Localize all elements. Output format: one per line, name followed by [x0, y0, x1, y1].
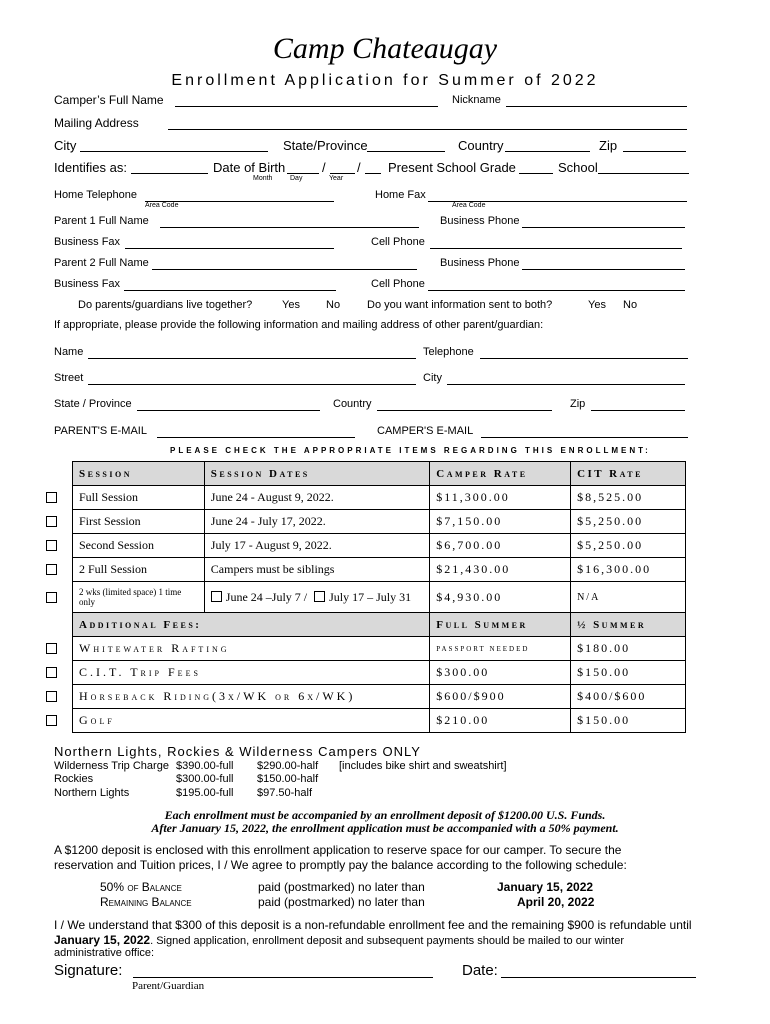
- other-city-field[interactable]: [447, 384, 685, 385]
- two-week-opt1: June 24 –July 7 /: [225, 589, 308, 604]
- nonrefund-line-3: administrative office:: [54, 947, 155, 959]
- header-session-dates: Session Dates: [204, 462, 429, 486]
- camper-rate: $11,300.00: [430, 486, 571, 510]
- street-label: Street: [54, 372, 84, 384]
- table-row: [73, 709, 686, 733]
- table-row: [73, 661, 686, 685]
- camper-rate: $4,930.00: [430, 582, 571, 613]
- fee-name: Whitewater Rafting: [73, 637, 430, 661]
- two-week-opt2: July 17 – July 31: [329, 589, 412, 604]
- area-code-caption-2: Area Code: [452, 202, 486, 209]
- parents-email-field[interactable]: [157, 437, 355, 438]
- northern-row-half: $150.00-half: [257, 773, 319, 785]
- table-row: [73, 486, 686, 510]
- info-both-yes[interactable]: Yes: [588, 299, 606, 311]
- identifies-field[interactable]: [131, 173, 208, 174]
- school-field[interactable]: [598, 173, 689, 174]
- date-field[interactable]: [501, 977, 696, 978]
- other-zip-label: Zip: [570, 398, 586, 410]
- info-both-no[interactable]: No: [623, 299, 638, 311]
- checkbox-full-session[interactable]: [46, 492, 57, 503]
- country-field[interactable]: [505, 151, 590, 152]
- northern-row-note: [includes bike shirt and sweatshirt]: [339, 760, 507, 772]
- parent1-name-label: Parent 1 Full Name: [54, 215, 149, 227]
- parent2-name-label: Parent 2 Full Name: [54, 257, 149, 269]
- signature-field[interactable]: [133, 977, 433, 978]
- northern-row-full: $195.00-full: [176, 787, 234, 799]
- session-name: 2 wks (limited space) 1 time only: [73, 582, 205, 613]
- cell-phone-1-field[interactable]: [430, 248, 682, 249]
- city-field[interactable]: [80, 151, 268, 152]
- fee-half: $400/$600: [571, 685, 686, 709]
- country-label: Country: [458, 138, 504, 153]
- table-row: [73, 637, 686, 661]
- info-both-label: Do you want information sent to both?: [367, 299, 553, 311]
- cit-rate: $5,250.00: [571, 510, 686, 534]
- session-dates: June 24 - July 17, 2022.: [204, 510, 429, 534]
- business-fax-1-label: Business Fax: [54, 236, 121, 248]
- nonrefund-line-1: I / We understand that $300 of this deposit is a non-refundable enrollment fee and the remaining $900 is refundable until: [54, 918, 692, 932]
- schedule-date: January 15, 2022: [497, 880, 594, 894]
- header-session: Session: [73, 462, 205, 486]
- checkbox-whitewater[interactable]: [46, 643, 57, 654]
- checkbox-cit-trip[interactable]: [46, 667, 57, 678]
- schedule-label: Remaining Balance: [100, 895, 192, 909]
- northern-row-name: Northern Lights: [54, 787, 130, 799]
- camper-name-field[interactable]: [175, 106, 438, 107]
- cell-phone-2-field[interactable]: [428, 290, 685, 291]
- campers-email-label: CAMPER'S E-MAIL: [377, 425, 474, 437]
- checkbox-first-session[interactable]: [46, 516, 57, 527]
- northern-row-half: $97.50-half: [257, 787, 313, 799]
- schedule-date: April 20, 2022: [517, 895, 595, 909]
- other-telephone-field[interactable]: [480, 358, 688, 359]
- header-cit-rate: CIT Rate: [571, 462, 686, 486]
- school-label: School: [558, 160, 598, 175]
- session-dates: June 24 - August 9, 2022.: [204, 486, 429, 510]
- session-dates-options: [204, 582, 429, 613]
- checkbox-second-session[interactable]: [46, 540, 57, 551]
- state-label: State/Province: [283, 138, 368, 153]
- fee-full: $600/$900: [430, 685, 571, 709]
- page-title: Camp Chateaugay: [272, 32, 498, 65]
- fee-name: Golf: [73, 709, 430, 733]
- grade-field[interactable]: [519, 173, 553, 174]
- checkbox-2-full-session[interactable]: [46, 564, 57, 575]
- checkbox-golf[interactable]: [46, 715, 57, 726]
- business-fax-2-field[interactable]: [124, 290, 336, 291]
- parent-guardian-caption: Parent/Guardian: [132, 980, 205, 992]
- zip-label: Zip: [599, 138, 618, 153]
- header-half-summer: ½ Summer: [571, 613, 686, 637]
- business-phone-1-field[interactable]: [522, 227, 685, 228]
- fee-half: $180.00: [571, 637, 686, 661]
- identifies-label: Identifies as:: [54, 160, 127, 175]
- header-additional-fees: Additional Fees:: [73, 613, 430, 637]
- mailing-address-label: Mailing Address: [54, 116, 139, 130]
- fee-name: C.I.T. Trip Fees: [73, 661, 430, 685]
- other-zip-field[interactable]: [591, 410, 685, 411]
- cell-phone-2-label: Cell Phone: [371, 278, 425, 290]
- if-appropriate-text: If appropriate, please provide the following information and mailing address of other parent/guardian:: [54, 319, 544, 331]
- page-subtitle: Enrollment Application for Summer of 2022: [171, 72, 599, 89]
- check-note: PLEASE CHECK THE APPROPRIATE ITEMS REGARDING THIS ENROLLMENT:: [170, 446, 651, 455]
- nickname-field[interactable]: [506, 106, 687, 107]
- mailing-address-field[interactable]: [168, 129, 687, 130]
- northern-row-name: Wilderness Trip Charge: [54, 760, 169, 772]
- street-field[interactable]: [88, 384, 416, 385]
- deposit-note-1: Each enrollment must be accompanied by an enrollment deposit of $1200.00 U.S. Funds.: [164, 808, 606, 822]
- deposit-paragraph-line-2: reservation and Tuition prices, I / We agree to promptly pay the balance according to the following schedule:: [54, 858, 627, 872]
- other-name-field[interactable]: [88, 358, 416, 359]
- business-phone-1-label: Business Phone: [440, 215, 520, 227]
- session-name: Full Session: [73, 486, 205, 510]
- parent1-name-field[interactable]: [160, 227, 419, 228]
- checkbox-2-wks[interactable]: [46, 592, 57, 603]
- fee-name: Horseback Riding(3x/WK or 6x/WK): [73, 685, 430, 709]
- schedule-text: paid (postmarked) no later than: [258, 895, 425, 909]
- dob-slash-2: /: [357, 160, 361, 175]
- dob-month-field[interactable]: [287, 173, 319, 174]
- area-code-caption-1: Area Code: [145, 202, 179, 209]
- header-camper-rate: Camper Rate: [430, 462, 571, 486]
- northern-row-name: Rockies: [54, 773, 94, 785]
- camper-rate: $6,700.00: [430, 534, 571, 558]
- business-phone-2-field[interactable]: [522, 269, 685, 270]
- parents-email-label: PARENT'S E-MAIL: [54, 425, 147, 437]
- other-state-label: State / Province: [54, 398, 132, 410]
- campers-email-field[interactable]: [481, 437, 688, 438]
- live-together-label: Do parents/guardians live together?: [78, 299, 253, 311]
- nickname-label: Nickname: [452, 94, 501, 106]
- session-name: 2 Full Session: [73, 558, 205, 582]
- session-name: First Session: [73, 510, 205, 534]
- header-full-summer: Full Summer: [430, 613, 571, 637]
- business-fax-2-label: Business Fax: [54, 278, 121, 290]
- other-city-label: City: [423, 372, 442, 384]
- state-field[interactable]: [367, 151, 445, 152]
- camper-name-label: Camper’s Full Name: [54, 93, 164, 107]
- other-name-label: Name: [54, 346, 84, 358]
- other-state-field[interactable]: [137, 410, 320, 411]
- business-fax-1-field[interactable]: [125, 248, 334, 249]
- northern-row-full: $390.00-full: [176, 760, 234, 772]
- other-country-field[interactable]: [377, 410, 552, 411]
- fees-table: [72, 461, 686, 733]
- zip-field[interactable]: [623, 151, 686, 152]
- checkbox-two-week-opt2[interactable]: [314, 591, 325, 602]
- date-label: Date:: [462, 962, 498, 979]
- table-row: [73, 534, 686, 558]
- schedule-text: paid (postmarked) no later than: [258, 880, 425, 894]
- other-telephone-label: Telephone: [423, 346, 474, 358]
- home-telephone-label: Home Telephone: [54, 189, 137, 201]
- session-dates: Campers must be siblings: [204, 558, 429, 582]
- home-fax-label: Home Fax: [375, 189, 426, 201]
- northern-heading: Northern Lights, Rockies & Wilderness Campers ONLY: [54, 744, 421, 759]
- fee-half: $150.00: [571, 709, 686, 733]
- cit-rate: $8,525.00: [571, 486, 686, 510]
- checkbox-two-week-opt1[interactable]: [211, 591, 222, 602]
- deposit-note-2: After January 15, 2022, the enrollment application must be accompanied with a 50% payment.: [151, 821, 619, 835]
- additional-header-row: [73, 613, 686, 637]
- table-row: [73, 510, 686, 534]
- dob-label: Date of Birth: [213, 160, 286, 175]
- session-dates: July 17 - August 9, 2022.: [204, 534, 429, 558]
- nonrefund-date: January 15, 2022: [54, 933, 151, 947]
- dob-year-caption: Year: [329, 175, 344, 182]
- dob-year-field[interactable]: [365, 173, 381, 174]
- other-country-label: Country: [333, 398, 372, 410]
- deposit-paragraph-line-1: A $1200 deposit is enclosed with this enrollment application to reserve space for our camper. To secure the: [54, 843, 622, 857]
- dob-day-field[interactable]: [330, 173, 355, 174]
- live-together-no[interactable]: No: [326, 299, 341, 311]
- cit-rate: $5,250.00: [571, 534, 686, 558]
- table-row: [73, 558, 686, 582]
- table-header-row: [73, 462, 686, 486]
- dob-slash-1: /: [322, 160, 326, 175]
- cell-phone-1-label: Cell Phone: [371, 236, 425, 248]
- camper-rate: $21,430.00: [430, 558, 571, 582]
- northern-row-full: $300.00-full: [176, 773, 234, 785]
- fee-full: $210.00: [430, 709, 571, 733]
- fee-full: $300.00: [430, 661, 571, 685]
- signature-label: Signature:: [54, 962, 123, 979]
- nonrefund-line-2-rest: . Signed application, enrollment deposit and subsequent payments should be mailed to our winter: [150, 935, 624, 947]
- grade-label: Present School Grade: [388, 160, 516, 175]
- checkbox-horseback[interactable]: [46, 691, 57, 702]
- camper-rate: $7,150.00: [430, 510, 571, 534]
- northern-row-half: $290.00-half: [257, 760, 319, 772]
- cit-rate: N/A: [571, 582, 686, 613]
- live-together-yes[interactable]: Yes: [282, 299, 300, 311]
- schedule-label: 50% of Balance: [100, 880, 182, 894]
- city-label: City: [54, 138, 77, 153]
- fee-half: $150.00: [571, 661, 686, 685]
- nonrefund-line-2: [54, 933, 624, 947]
- table-row: [73, 582, 686, 613]
- cit-rate: $16,300.00: [571, 558, 686, 582]
- parent2-name-field[interactable]: [152, 269, 417, 270]
- fee-full: PASSPORT NEEDED: [430, 637, 571, 661]
- session-name: Second Session: [73, 534, 205, 558]
- dob-month-caption: Month: [253, 175, 273, 182]
- dob-day-caption: Day: [290, 175, 303, 182]
- table-row: [73, 685, 686, 709]
- business-phone-2-label: Business Phone: [440, 257, 520, 269]
